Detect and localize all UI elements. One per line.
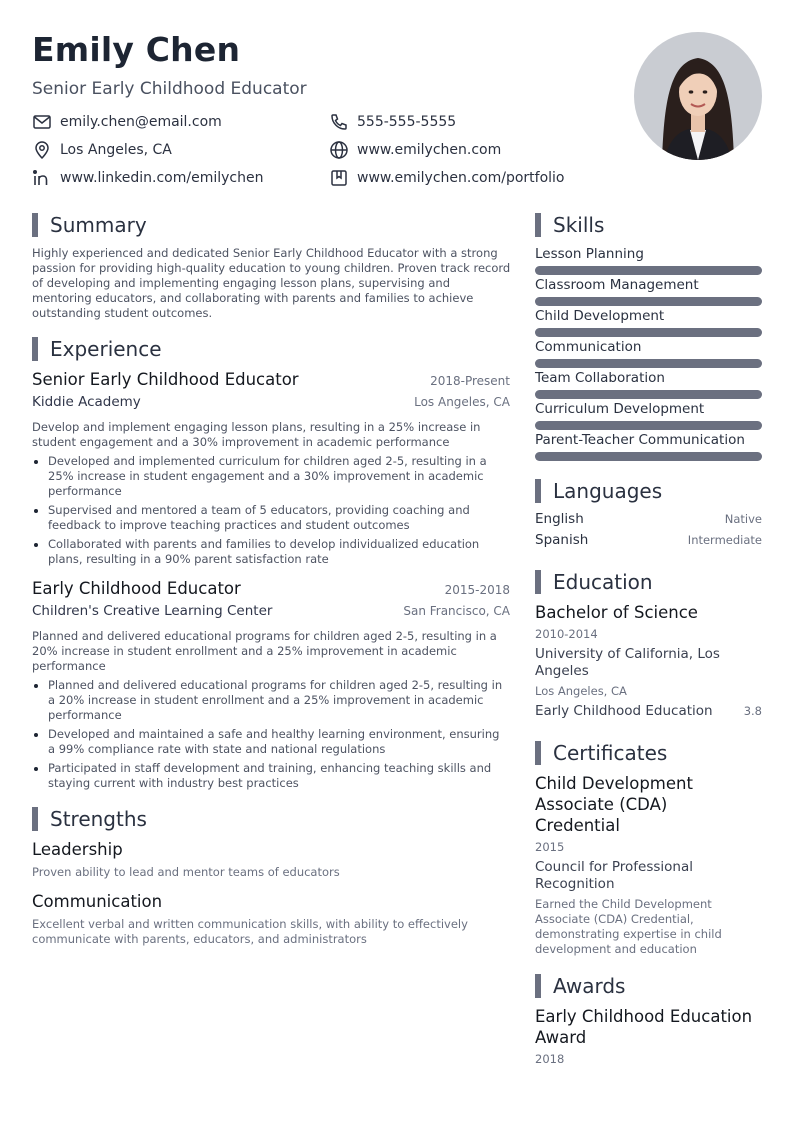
skill-bar-fill bbox=[535, 328, 762, 337]
experience-heading-text: Experience bbox=[50, 337, 162, 361]
skill-bar-track bbox=[535, 266, 762, 275]
contact-location bbox=[32, 140, 329, 160]
strengths-heading bbox=[32, 806, 147, 832]
education-field-row bbox=[535, 703, 762, 720]
language-level: Intermediate bbox=[687, 533, 762, 547]
skill-bar-track bbox=[535, 359, 762, 368]
contact-portfolio[interactable] bbox=[329, 168, 622, 188]
education-heading-text: Education bbox=[553, 570, 653, 594]
education-location: Los Angeles, CA bbox=[535, 684, 627, 698]
job-entry bbox=[32, 370, 510, 571]
mail-icon bbox=[32, 112, 52, 132]
contact-location-text: Los Angeles, CA bbox=[60, 142, 172, 158]
contact-email-text: emily.chen@email.com bbox=[60, 114, 222, 130]
job-dates: 2015-2018 bbox=[444, 583, 510, 597]
job-bullet: Collaborated with parents and families to develop individualized education plans, resulting in a 90% parent satisfaction rate bbox=[32, 537, 510, 567]
skill-label: Child Development bbox=[535, 308, 665, 324]
experience-heading bbox=[32, 336, 162, 362]
heading-accent-bar bbox=[535, 974, 541, 998]
skill-label: Classroom Management bbox=[535, 277, 699, 293]
skill-bar-fill bbox=[535, 359, 762, 368]
strengths-heading-text: Strengths bbox=[50, 807, 147, 831]
job-bullet: Developed and maintained a safe and healthy learning environment, ensuring a 99% compliance rate with state and national regulations bbox=[32, 727, 510, 757]
language-row bbox=[535, 510, 762, 528]
award-year: 2018 bbox=[535, 1052, 565, 1066]
skill-bar-fill bbox=[535, 421, 762, 430]
skill-bar-fill bbox=[535, 266, 762, 275]
location-pin-icon bbox=[32, 140, 52, 160]
globe-icon bbox=[329, 140, 349, 160]
phone-icon bbox=[329, 112, 349, 132]
education-degree: Bachelor of Science bbox=[535, 603, 698, 622]
contact-website-text: www.emilychen.com bbox=[357, 142, 502, 158]
skill-bar-fill bbox=[535, 390, 762, 399]
job-bullet: Developed and implemented curriculum for children aged 2-5, resulting in a 25% increase in student engagement and a 30% improvement in academic performance bbox=[32, 454, 510, 499]
heading-accent-bar bbox=[535, 479, 541, 503]
contact-list bbox=[32, 112, 622, 188]
job-bullet-list bbox=[32, 454, 510, 567]
education-dates: 2010-2014 bbox=[535, 627, 598, 641]
certificates-heading bbox=[535, 740, 667, 766]
skills-heading bbox=[535, 212, 604, 238]
strength-title: Leadership bbox=[32, 840, 123, 859]
language-level: Native bbox=[724, 512, 762, 526]
job-bullet: Supervised and mentored a team of 5 educators, providing coaching and feedback to improve teaching practices and student outcomes bbox=[32, 503, 510, 533]
languages-heading-text: Languages bbox=[553, 479, 663, 503]
job-description: Planned and delivered educational programs for children aged 2-5, resulting in a 20% increase in student enrollment and a 25% improvement in academic performance bbox=[32, 629, 497, 673]
heading-accent-bar bbox=[32, 213, 38, 237]
skill-item bbox=[535, 369, 762, 399]
strength-text: Proven ability to lead and mentor teams of educators bbox=[32, 865, 340, 879]
contact-website[interactable] bbox=[329, 140, 622, 160]
candidate-name: Emily Chen bbox=[32, 30, 241, 69]
certificates-heading-text: Certificates bbox=[553, 741, 668, 765]
language-row bbox=[535, 531, 762, 549]
job-description: Develop and implement engaging lesson plans, resulting in a 25% increase in student engagement and a 30% improvement in academic performance bbox=[32, 420, 481, 449]
language-name: Spanish bbox=[535, 532, 589, 548]
strength-text: Excellent verbal and written communication skills, with ability to effectively communicate with parents, educators, and administrators bbox=[32, 917, 468, 946]
job-company: Children's Creative Learning Center bbox=[32, 603, 273, 619]
profile-photo bbox=[634, 32, 762, 160]
skill-item bbox=[535, 245, 762, 275]
candidate-role: Senior Early Childhood Educator bbox=[32, 79, 307, 99]
skills-heading-text: Skills bbox=[553, 213, 605, 237]
linkedin-icon bbox=[32, 168, 52, 188]
contact-email[interactable] bbox=[32, 112, 329, 132]
heading-accent-bar bbox=[535, 570, 541, 594]
skill-label: Communication bbox=[535, 339, 642, 355]
job-dates: 2018-Present bbox=[430, 374, 510, 388]
heading-accent-bar bbox=[32, 337, 38, 361]
job-bullet: Planned and delivered educational programs for children aged 2-5, resulting in a 20% increase in student enrollment and a 25% improvement in academic performance bbox=[32, 678, 510, 723]
skill-item bbox=[535, 338, 762, 368]
contact-linkedin[interactable] bbox=[32, 168, 329, 188]
skill-item bbox=[535, 307, 762, 337]
skill-bar-fill bbox=[535, 452, 762, 461]
skill-item bbox=[535, 431, 762, 461]
contact-linkedin-text: www.linkedin.com/emilychen bbox=[60, 170, 264, 186]
skill-bar-track bbox=[535, 390, 762, 399]
education-field: Early Childhood Education bbox=[535, 703, 713, 719]
heading-accent-bar bbox=[32, 807, 38, 831]
skill-label: Parent-Teacher Communication bbox=[535, 432, 745, 448]
job-title: Senior Early Childhood Educator bbox=[32, 370, 299, 389]
awards-heading-text: Awards bbox=[553, 974, 626, 998]
skill-bar-fill bbox=[535, 297, 762, 306]
contact-phone[interactable] bbox=[329, 112, 622, 132]
skill-item bbox=[535, 400, 762, 430]
job-entry bbox=[32, 579, 510, 795]
strength-title: Communication bbox=[32, 892, 163, 911]
contact-portfolio-text: www.emilychen.com/portfolio bbox=[357, 170, 565, 186]
education-heading bbox=[535, 569, 653, 595]
certificate-description: Earned the Child Development Associate (CDA) Credential, demonstrating expertise in child development and education bbox=[535, 897, 722, 956]
education-gpa: 3.8 bbox=[743, 704, 762, 718]
skill-bar-track bbox=[535, 297, 762, 306]
summary-heading bbox=[32, 212, 147, 238]
heading-accent-bar bbox=[535, 213, 541, 237]
job-location: San Francisco, CA bbox=[403, 604, 510, 618]
job-company: Kiddie Academy bbox=[32, 394, 141, 410]
contact-phone-text: 555-555-5555 bbox=[357, 114, 457, 130]
summary-heading-text: Summary bbox=[50, 213, 147, 237]
bookmark-icon bbox=[329, 168, 349, 188]
summary-text: Highly experienced and dedicated Senior Early Childhood Educator with a strong passion for providing high-quality education to young children. Proven track record of developing and implementing engaging lesson plans, supervising and mentoring educators, and collaborating with parents and families to achieve outstanding student outcomes. bbox=[32, 246, 511, 320]
skill-item bbox=[535, 276, 762, 306]
language-name: English bbox=[535, 511, 584, 527]
skill-label: Lesson Planning bbox=[535, 246, 644, 262]
skill-bar-track bbox=[535, 421, 762, 430]
skill-bar-track bbox=[535, 328, 762, 337]
awards-heading bbox=[535, 973, 625, 999]
skill-bar-track bbox=[535, 452, 762, 461]
job-location: Los Angeles, CA bbox=[414, 395, 510, 409]
certificate-year: 2015 bbox=[535, 840, 565, 854]
job-title: Early Childhood Educator bbox=[32, 579, 241, 598]
heading-accent-bar bbox=[535, 741, 541, 765]
skill-label: Curriculum Development bbox=[535, 401, 705, 417]
job-bullet: Participated in staff development and training, enhancing teaching skills and staying current with industry best practices bbox=[32, 761, 510, 791]
certificate-title: Child Development Associate (CDA) Credential bbox=[535, 774, 693, 835]
job-bullet-list bbox=[32, 678, 510, 791]
languages-heading bbox=[535, 478, 662, 504]
award-title: Early Childhood Education Award bbox=[535, 1007, 753, 1047]
skill-label: Team Collaboration bbox=[535, 370, 665, 386]
certificate-issuer: Council for Professional Recognition bbox=[535, 859, 693, 892]
education-school: University of California, Los Angeles bbox=[535, 646, 720, 679]
